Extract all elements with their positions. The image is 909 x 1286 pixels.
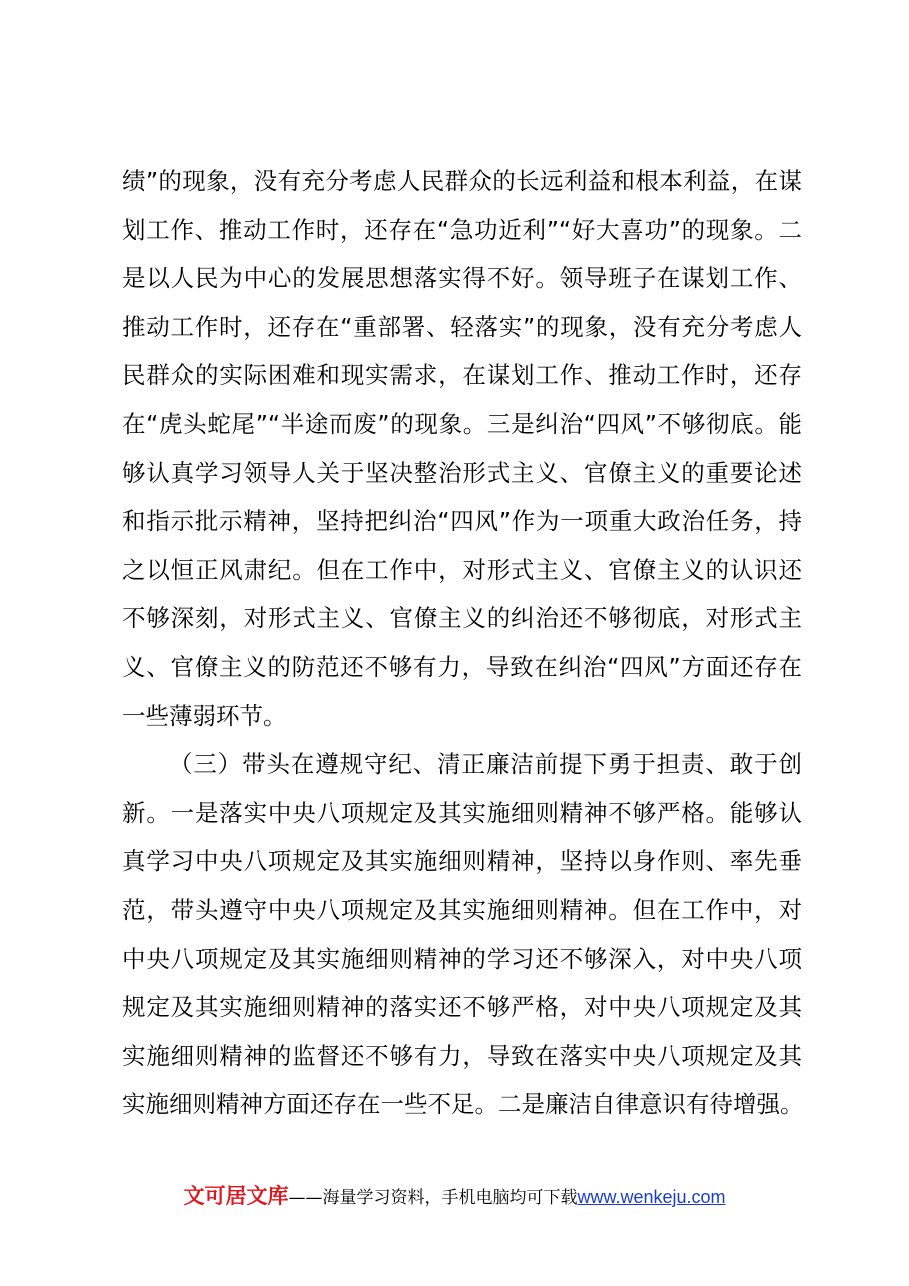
footer-slogan: ——海量学习资料，手机电脑均可下载 [288,1188,578,1208]
text-line: 义、官僚主义的防范还不够有力，导致在纠治“四风”方面还存在 [122,652,802,681]
text-line: 实施细则精神的监督还不够有力，导致在落实中央八项规定及其 [122,1041,802,1070]
text-line: 真学习中央八项规定及其实施细则精神，坚持以身作则、率先垂 [122,847,802,876]
text-line: 中央八项规定及其实施细则精神的学习还不够深入，对中央八项 [122,944,802,973]
text-line: 之以恒正风肃纪。但在工作中，对形式主义、官僚主义的认识还 [122,555,802,584]
text-line: 范，带头遵守中央八项规定及其实施细则精神。但在工作中，对 [122,895,802,924]
brand-name: 文可居文库 [183,1184,289,1208]
site-link[interactable]: www.wenkeju.com [577,1187,726,1207]
text-line: 规定及其实施细则精神的落实还不够严格，对中央八项规定及其 [122,993,802,1022]
text-line: 和指示批示精神，坚持把纠治“四风”作为一项重大政治任务，持 [122,507,802,536]
text-line: 一些薄弱环节。 [122,701,287,730]
text-line: 新。一是落实中央八项规定及其实施细则精神不够严格。能够认 [122,798,802,827]
text-line: 实施细则精神方面还存在一些不足。二是廉洁自律意识有待增强。 [122,1090,804,1119]
footer-banner [0,1180,909,1210]
section-heading-line: （三）带头在遵规守纪、清正廉洁前提下勇于担责、敢于创 [169,750,802,779]
body-text [122,157,802,1129]
text-line: 不够深刻，对形式主义、官僚主义的纠治还不够彻底，对形式主 [122,604,802,633]
text-line: 划工作、推动工作时，还存在“急功近利”“好大喜功”的现象。二 [122,215,802,244]
text-line: 民群众的实际困难和现实需求，在谋划工作、推动工作时，还存 [122,361,802,390]
text-line: 在“虎头蛇尾”“半途而废”的现象。三是纠治“四风”不够彻底。能 [122,409,802,438]
text-line: 推动工作时，还存在“重部署、轻落实”的现象，没有充分考虑人 [122,312,802,341]
text-line: 绩”的现象，没有充分考虑人民群众的长远利益和根本利益，在谋 [122,167,802,195]
text-line: 是以人民为中心的发展思想落实得不好。领导班子在谋划工作、 [122,264,802,293]
text-line: 够认真学习领导人关于坚决整治形式主义、官僚主义的重要论述 [122,458,802,487]
